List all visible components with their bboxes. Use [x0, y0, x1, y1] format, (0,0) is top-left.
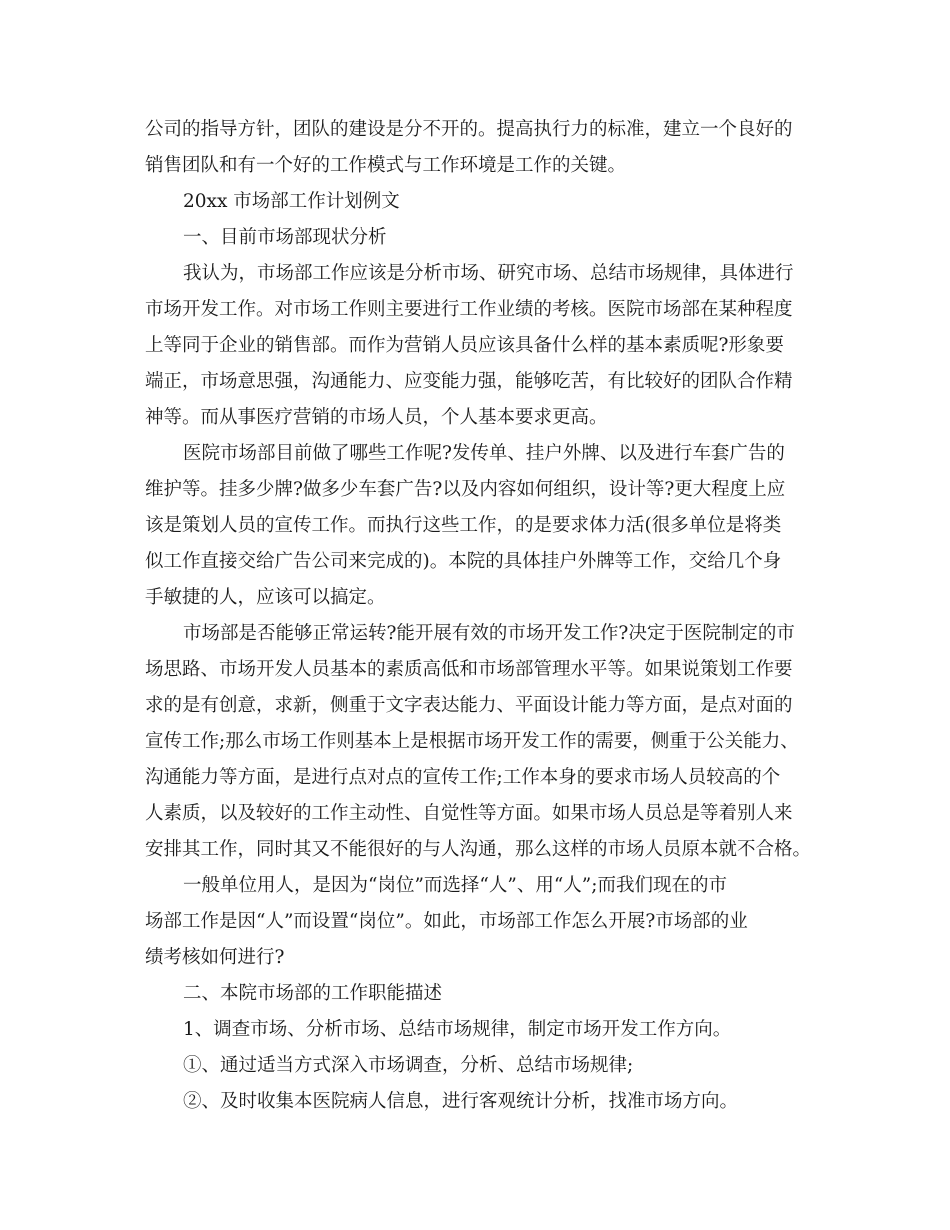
text-line: 维护等。挂多少牌?做多少车套广告?以及内容如何组织，设计等?更大程度上应: [145, 479, 786, 500]
list-item: 1、调查市场、分析市场、总结市场规律，制定市场开发工作方向。: [183, 1019, 732, 1040]
text-line: 一、目前市场部现状分析: [183, 227, 387, 248]
text-line: 医院市场部目前做了哪些工作呢?发传单、挂户外牌、以及进行车套广告的: [183, 443, 785, 464]
text-line: 市场部是否能够正常运转?能开展有效的市场开发工作?决定于医院制定的市: [183, 623, 795, 644]
text-line: 市场开发工作。对市场工作则主要进行工作业绩的考核。医院市场部在某种程度: [145, 299, 793, 320]
text-line: 我认为，市场部工作应该是分析市场、研究市场、总结市场规律，具体进行: [183, 263, 794, 284]
text-line: 20xx 市场部工作计划例文: [183, 191, 400, 212]
list-item: ②、及时收集本医院病人信息，进行客观统计分析，找准市场方向。: [183, 1091, 739, 1112]
text-line: 求的是有创意，求新，侧重于文字表达能力、平面设计能力等方面，是点对面的: [145, 695, 793, 716]
text-line: 神等。而从事医疗营销的市场人员，个人基本要求更高。: [145, 407, 608, 428]
text-line: 似工作直接交给广告公司来完成的)。本院的具体挂户外牌等工作，交给几个身: [145, 551, 782, 572]
text-line: 场思路、市场开发人员基本的素质高低和市场部管理水平等。如果说策划工作要: [145, 659, 793, 680]
text-line: 场部工作是因“人”而设置“岗位”。如此，市场部工作怎么开展?市场部的业: [145, 911, 748, 932]
text-line: 该是策划人员的宣传工作。而执行这些工作，的是要求体力活(很多单位是将类: [145, 515, 782, 536]
text-line: 手敏捷的人，应该可以搞定。: [145, 587, 386, 608]
text-line: 宣传工作;那么市场工作则基本上是根据市场开发工作的需要，侧重于公关能力、: [145, 731, 799, 752]
text-line: 公司的指导方针，团队的建设是分不开的。提高执行力的标准，建立一个良好的: [145, 119, 793, 140]
text-line: 一般单位用人，是因为“岗位”而选择“人”、用“人”;而我们现在的市: [183, 875, 727, 896]
list-item: ①、通过适当方式深入市场调查，分析、总结市场规律;: [183, 1055, 634, 1076]
text-line: 端正，市场意思强，沟通能力、应变能力强，能够吃苦，有比较好的团队合作精: [145, 371, 793, 392]
text-line: 上等同于企业的销售部。而作为营销人员应该具备什么样的基本素质呢?形象要: [145, 335, 784, 356]
text-line: 绩考核如何进行?: [145, 947, 285, 968]
text-line: 沟通能力等方面，是进行点对点的宣传工作;工作本身的要求市场人员较高的个: [145, 767, 781, 788]
section-heading: 二、本院市场部的工作职能描述: [183, 983, 443, 1004]
text-line: 安排其工作，同时其又不能很好的与人沟通，那么这样的市场人员原本就不合格。: [145, 839, 812, 860]
text-line: 人素质，以及较好的工作主动性、自觉性等方面。如果市场人员总是等着别人来: [145, 803, 793, 824]
text-line: 销售团队和有一个好的工作模式与工作环境是工作的关键。: [145, 155, 627, 176]
